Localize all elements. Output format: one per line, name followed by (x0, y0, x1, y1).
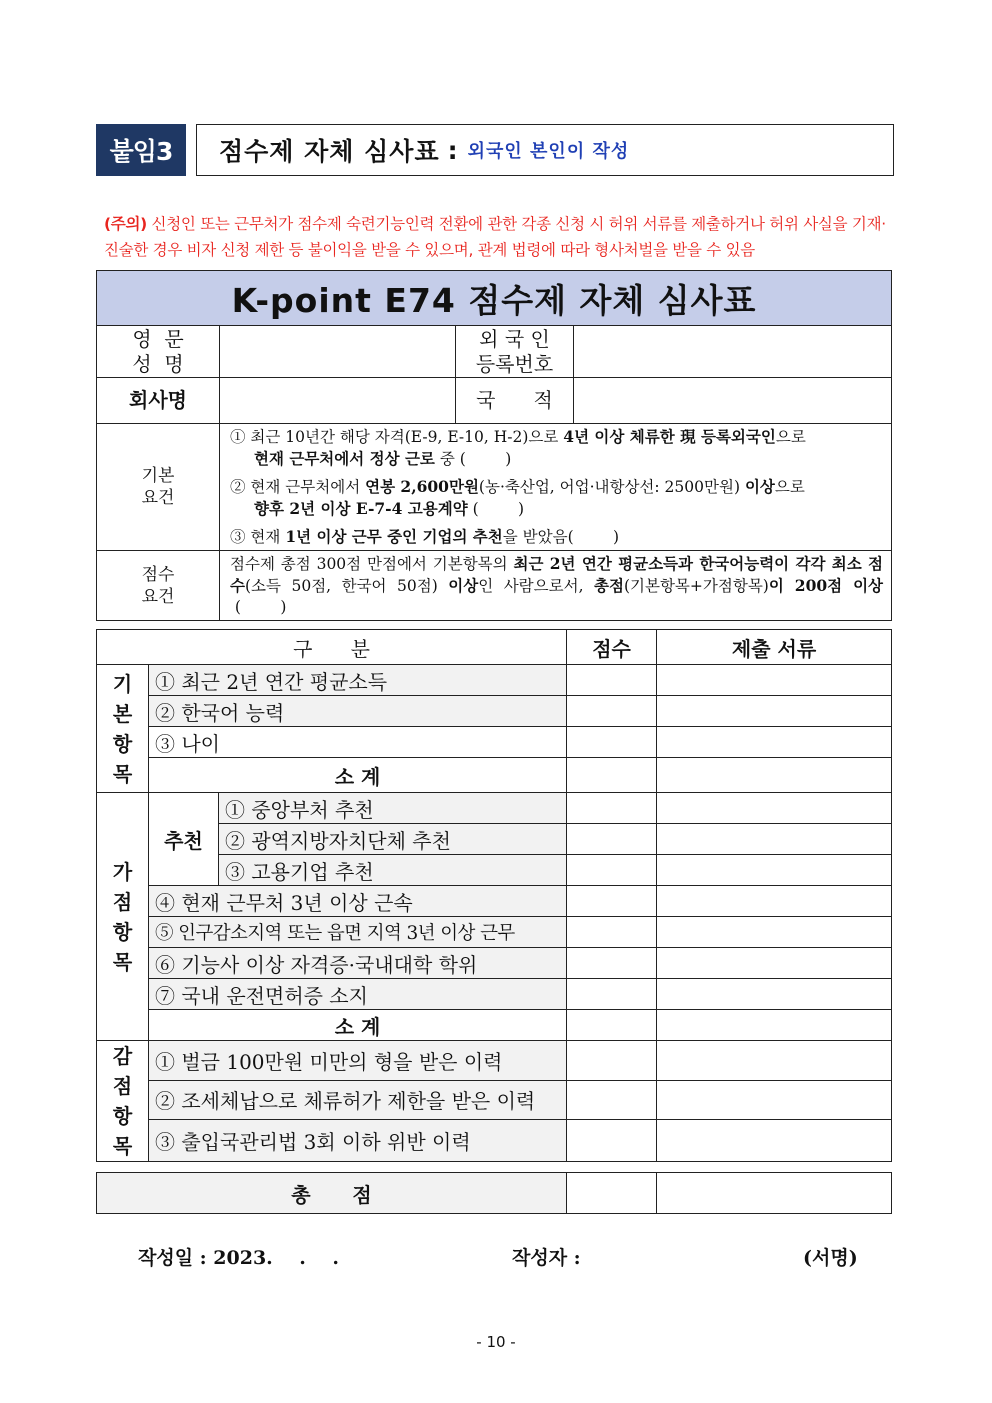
basic-item-korean: ② 한국어 능력 (149, 696, 567, 727)
deduct-item-tax: ② 조세체납으로 체류허가 제한을 받은 이력 (149, 1080, 567, 1120)
bonus-item-license: ⑦ 국내 운전면허증 소지 (149, 979, 567, 1010)
documents-header: 제출 서류 (657, 630, 892, 665)
score-requirements-label: 점수 요건 (97, 551, 220, 621)
bonus-item-tenure: ④ 현재 근무처 3년 이상 근속 (149, 886, 567, 917)
score-cell[interactable] (567, 1080, 657, 1120)
score-cell[interactable] (567, 1041, 657, 1081)
score-cell[interactable] (567, 758, 657, 793)
score-table (96, 629, 892, 1162)
company-name-label: 회사명 (97, 378, 220, 424)
score-cell[interactable] (567, 886, 657, 917)
nationality-label: 국 적 (456, 378, 574, 424)
basic-requirements-text: ① 최근 10년간 해당 자격(E-9, E-10, H-2)으로 4년 이상 체류한 現 등록외국인으로 현재 근무처에서 정상 근로 중 ( ) ② 현재 근무처에서 연봉 2,600만원(농·축산업, 어업·내항상선: 2500만원) 이상으로 향후 2년 이상 E-7-4 고용계약 ( ) ③ 현재 1년 이상 근무 중인 기업의 추천을 받았음( ) (220, 424, 892, 551)
documents-cell[interactable] (657, 793, 892, 824)
deduct-item-fine: ① 벌금 100만원 미만의 형을 받은 이력 (149, 1041, 567, 1081)
form-banner: K-point E74 점수제 자체 심사표 (97, 271, 892, 326)
documents-cell[interactable] (657, 727, 892, 758)
applicant-info-table (96, 270, 892, 621)
bonus-items-label: 가 점 항 목 (97, 793, 149, 1041)
documents-cell[interactable] (657, 758, 892, 793)
recommendation-label: 추천 (149, 793, 219, 886)
score-cell[interactable] (567, 1010, 657, 1041)
bonus-item-region: ⑤ 인구감소지역 또는 읍면 지역 3년 이상 근무 (149, 917, 567, 948)
caution-notice (104, 211, 890, 263)
documents-cell[interactable] (657, 665, 892, 696)
documents-cell[interactable] (657, 886, 892, 917)
documents-cell[interactable] (657, 979, 892, 1010)
caution-label: (주의) (104, 215, 147, 233)
score-cell[interactable] (567, 917, 657, 948)
signature-label: (서명) (803, 1247, 858, 1269)
score-cell[interactable] (567, 979, 657, 1010)
total-label: 총 점 (97, 1173, 567, 1214)
score-cell[interactable] (567, 727, 657, 758)
english-name-field[interactable] (220, 326, 456, 378)
nationality-field[interactable] (574, 378, 892, 424)
score-cell[interactable] (567, 1120, 657, 1162)
documents-cell[interactable] (657, 696, 892, 727)
alien-registration-field[interactable] (574, 326, 892, 378)
documents-cell[interactable] (657, 1041, 892, 1081)
writer-label: 작성자 : (512, 1247, 581, 1269)
total-documents-cell[interactable] (657, 1173, 892, 1214)
company-name-field[interactable] (220, 378, 456, 424)
deduct-item-immigration: ③ 출입국관리법 3회 이하 위반 이력 (149, 1120, 567, 1162)
documents-cell[interactable] (657, 917, 892, 948)
score-cell[interactable] (567, 665, 657, 696)
basic-item-income: ① 최근 2년 연간 평균소득 (149, 665, 567, 696)
recommend-item-employer: ③ 고용기업 추천 (219, 855, 567, 886)
alien-registration-label: 외 국 인 등록번호 (456, 326, 574, 378)
score-cell[interactable] (567, 948, 657, 979)
total-score-cell[interactable] (567, 1173, 657, 1214)
category-header: 구 분 (97, 630, 567, 665)
requirement-3: ③ 현재 1년 이상 근무 중인 기업의 추천을 받았음( ) (230, 527, 620, 546)
score-cell[interactable] (567, 793, 657, 824)
documents-cell[interactable] (657, 1080, 892, 1120)
score-header: 점수 (567, 630, 657, 665)
documents-cell[interactable] (657, 1120, 892, 1162)
bonus-item-certificate: ⑥ 기능사 이상 자격증·국내대학 학위 (149, 948, 567, 979)
attachment-badge: 붙임3 (96, 124, 186, 176)
recommend-item-local-gov: ② 광역지방자치단체 추천 (219, 824, 567, 855)
score-cell[interactable] (567, 696, 657, 727)
score-requirements-text: 점수제 총점 300점 만점에서 기본항목의 최근 2년 연간 평균소득과 한국어능력이 각각 최소 점수(소득 50점, 한국어 50점) 이상인 사람으로서, 총점(기본항목+가점항목)이 200점 이상 ( ) (220, 551, 892, 621)
requirement-2: ② 현재 근무처에서 연봉 2,600만원(농·축산업, 어업·내항상선: 2500만원) 이상으로 (230, 477, 805, 496)
bonus-subtotal-label: 소 계 (149, 1010, 567, 1041)
header-title-box (196, 124, 894, 176)
page-subtitle: 외국인 본인이 작성 (467, 141, 630, 162)
documents-cell[interactable] (657, 824, 892, 855)
basic-subtotal-label: 소 계 (149, 758, 567, 793)
documents-cell[interactable] (657, 948, 892, 979)
documents-cell[interactable] (657, 855, 892, 886)
page-number: - 10 - (476, 1333, 516, 1351)
documents-cell[interactable] (657, 1010, 892, 1041)
english-name-label: 영 문 성 명 (97, 326, 220, 378)
total-table (96, 1172, 892, 1214)
caution-text: 신청인 또는 근무처가 점수제 숙련기능인력 전환에 관한 각종 신청 시 허위 서류를 제출하거나 허위 사실을 기재·진술한 경우 비자 신청 제한 등 불이익을 받을 수 있으며, 관계 법령에 따라 형사처벌을 받을 수 있음 (104, 215, 886, 259)
date-label: 작성일 : 2023. . . (138, 1247, 339, 1269)
basic-items-label: 기 본 항 목 (97, 665, 149, 793)
deduction-items-label: 감 점 항 목 (97, 1041, 149, 1162)
recommend-item-ministry: ① 중앙부처 추천 (219, 793, 567, 824)
page-title: 점수제 자체 심사표 (219, 137, 440, 166)
score-cell[interactable] (567, 824, 657, 855)
title-colon: : (447, 135, 458, 165)
requirement-1: ① 최근 10년간 해당 자격(E-9, E-10, H-2)으로 4년 이상 체류한 現 등록외국인으로 (230, 427, 806, 446)
basic-item-age: ③ 나이 (149, 727, 567, 758)
score-cell[interactable] (567, 855, 657, 886)
basic-requirements-label: 기본 요건 (97, 424, 220, 551)
